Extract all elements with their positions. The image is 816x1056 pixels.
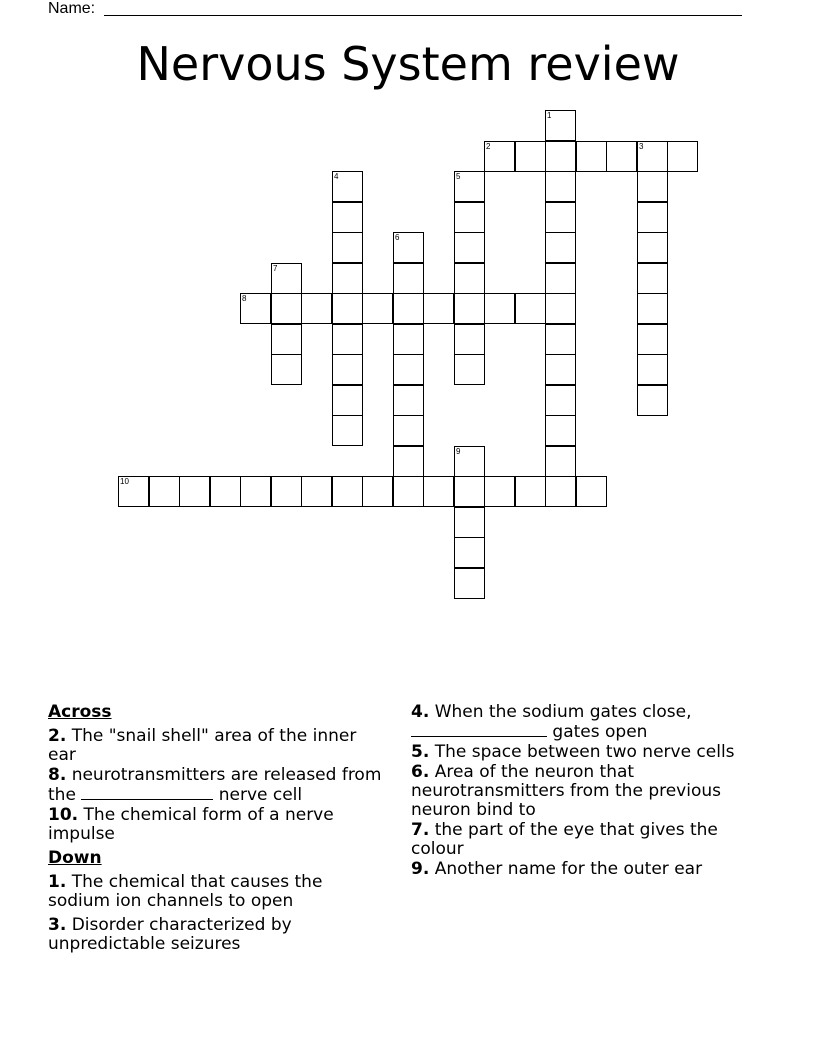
grid-cell[interactable] — [576, 141, 607, 172]
clue-number-label: 9 — [456, 447, 461, 456]
grid-cell[interactable] — [545, 476, 576, 507]
grid-cell[interactable] — [332, 263, 363, 294]
clue-number: 4. — [411, 702, 430, 722]
grid-cell[interactable] — [332, 202, 363, 233]
clue-text: The chemical that causes the sodium ion channels to open — [48, 872, 323, 911]
grid-cell[interactable] — [240, 293, 271, 324]
name-label: Name: — [48, 0, 96, 17]
grid-cell[interactable] — [454, 232, 485, 263]
grid-cell[interactable] — [301, 293, 332, 324]
grid-cell[interactable] — [637, 202, 668, 233]
clue-down-6 — [411, 763, 751, 820]
grid-cell[interactable] — [637, 232, 668, 263]
grid-cell[interactable] — [240, 476, 271, 507]
grid-cell[interactable] — [484, 141, 515, 172]
grid-cell[interactable] — [515, 476, 546, 507]
grid-cell[interactable] — [515, 293, 546, 324]
grid-cell[interactable] — [179, 476, 210, 507]
grid-cell[interactable] — [393, 415, 424, 446]
clue-across-8 — [48, 766, 388, 805]
grid-cell[interactable] — [271, 354, 302, 385]
clue-down-1 — [48, 873, 388, 911]
grid-cell[interactable] — [545, 232, 576, 263]
grid-cell[interactable] — [210, 476, 241, 507]
grid-cell[interactable] — [423, 476, 454, 507]
grid-cell[interactable] — [545, 354, 576, 385]
across-heading: Across — [48, 702, 112, 722]
grid-cell[interactable] — [454, 354, 485, 385]
clue-text: neurotransmitters are released from the — [48, 765, 382, 805]
clue-number-label: 10 — [120, 477, 129, 486]
clue-down-4 — [411, 703, 751, 742]
clues-left-column — [48, 703, 388, 955]
grid-cell[interactable] — [332, 354, 363, 385]
page-title: Nervous System review — [136, 37, 680, 91]
grid-cell[interactable] — [545, 293, 576, 324]
grid-cell[interactable] — [484, 476, 515, 507]
clue-number: 9. — [411, 859, 430, 879]
clue-text: Another name for the outer ear — [434, 859, 703, 879]
grid-cell[interactable] — [454, 476, 485, 507]
grid-cell[interactable] — [362, 293, 393, 324]
grid-cell[interactable] — [637, 385, 668, 416]
clue-down-5 — [411, 743, 751, 762]
grid-cell[interactable] — [332, 232, 363, 263]
grid-cell[interactable] — [393, 232, 424, 263]
grid-cell[interactable] — [667, 141, 698, 172]
grid-cell[interactable] — [332, 171, 363, 202]
grid-cell[interactable] — [545, 110, 576, 141]
grid-cell[interactable] — [545, 446, 576, 477]
clue-number: 5. — [411, 742, 430, 762]
clue-number-label: 4 — [334, 172, 339, 181]
clue-text: The space between two nerve cells — [434, 742, 735, 762]
grid-cell[interactable] — [332, 476, 363, 507]
clue-number: 7. — [411, 820, 430, 840]
grid-cell[interactable] — [118, 476, 149, 507]
grid-cell[interactable] — [423, 293, 454, 324]
clue-number: 6. — [411, 762, 430, 782]
grid-cell[interactable] — [545, 202, 576, 233]
grid-cell[interactable] — [637, 293, 668, 324]
grid-cell[interactable] — [362, 476, 393, 507]
grid-cell[interactable] — [606, 141, 637, 172]
clue-number-label: 5 — [456, 172, 461, 181]
grid-cell[interactable] — [454, 507, 485, 538]
grid-cell[interactable] — [393, 293, 424, 324]
clue-down-9 — [411, 860, 751, 879]
grid-cell[interactable] — [545, 324, 576, 355]
down-heading: Down — [48, 848, 102, 868]
grid-cell[interactable] — [454, 446, 485, 477]
clue-number: 3. — [48, 915, 67, 935]
clue-text: Disorder characterized by unpredictable seizures — [48, 915, 292, 954]
clue-number-label: 6 — [395, 233, 400, 242]
grid-cell[interactable] — [454, 537, 485, 568]
grid-cell[interactable] — [393, 385, 424, 416]
clue-number: 1. — [48, 872, 67, 892]
grid-cell[interactable] — [393, 476, 424, 507]
grid-cell[interactable] — [454, 293, 485, 324]
clue-text: The chemical form of a nerve impulse — [48, 805, 334, 844]
answer-blank — [411, 722, 547, 737]
grid-cell[interactable] — [454, 202, 485, 233]
grid-cell[interactable] — [271, 263, 302, 294]
grid-cell[interactable] — [332, 324, 363, 355]
grid-cell[interactable] — [301, 476, 332, 507]
grid-cell[interactable] — [545, 171, 576, 202]
grid-cell[interactable] — [393, 354, 424, 385]
grid-cell[interactable] — [637, 324, 668, 355]
clue-across-10 — [48, 806, 388, 844]
grid-cell[interactable] — [454, 324, 485, 355]
clue-text: The "snail shell" area of the inner ear — [48, 726, 357, 765]
grid-cell[interactable] — [149, 476, 180, 507]
clue-text: nerve cell — [218, 785, 303, 805]
clue-down-3 — [48, 916, 388, 954]
grid-cell[interactable] — [545, 385, 576, 416]
clue-across-2 — [48, 727, 388, 765]
grid-cell[interactable] — [393, 263, 424, 294]
grid-cell[interactable] — [454, 171, 485, 202]
grid-cell[interactable] — [637, 263, 668, 294]
clue-number-label: 1 — [547, 111, 552, 120]
grid-cell[interactable] — [637, 354, 668, 385]
clue-text: gates open — [552, 722, 648, 742]
grid-cell[interactable] — [637, 171, 668, 202]
grid-cell[interactable] — [454, 568, 485, 599]
grid-cell[interactable] — [484, 293, 515, 324]
grid-cell[interactable] — [515, 141, 546, 172]
grid-cell[interactable] — [637, 141, 668, 172]
clue-number-label: 2 — [486, 142, 491, 151]
grid-cell[interactable] — [545, 415, 576, 446]
clues-right-column — [411, 703, 751, 880]
answer-blank — [81, 785, 213, 800]
clue-text: the part of the eye that gives the colour — [411, 820, 718, 859]
clue-text: When the sodium gates close, — [434, 702, 692, 722]
grid-cell[interactable] — [332, 385, 363, 416]
grid-cell[interactable] — [545, 263, 576, 294]
grid-cell[interactable] — [332, 415, 363, 446]
clue-number: 2. — [48, 726, 67, 746]
clue-number-label: 8 — [242, 294, 247, 303]
grid-cell[interactable] — [545, 141, 576, 172]
grid-cell[interactable] — [454, 263, 485, 294]
clue-text: Area of the neuron that neurotransmitters from the previous neuron bind to — [411, 762, 722, 820]
grid-cell[interactable] — [271, 293, 302, 324]
clue-number: 10. — [48, 805, 79, 825]
clue-number-label: 7 — [273, 264, 278, 273]
grid-cell[interactable] — [271, 476, 302, 507]
grid-cell[interactable] — [576, 476, 607, 507]
grid-cell[interactable] — [332, 293, 363, 324]
clue-down-7 — [411, 821, 751, 859]
clue-number-label: 3 — [639, 142, 644, 151]
grid-cell[interactable] — [393, 324, 424, 355]
grid-cell[interactable] — [271, 324, 302, 355]
clue-number: 8. — [48, 765, 67, 785]
grid-cell[interactable] — [393, 446, 424, 477]
